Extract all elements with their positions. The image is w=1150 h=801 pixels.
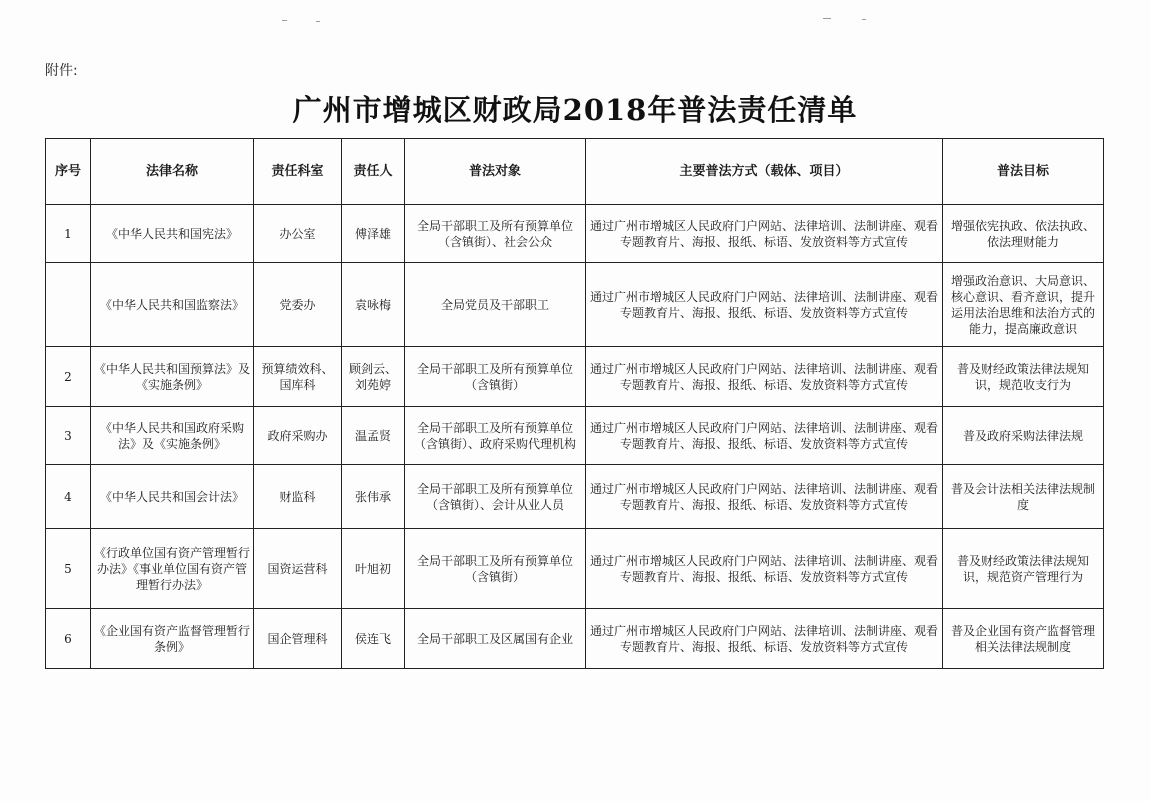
- responsibility-table: [45, 138, 1104, 669]
- cell-person: 温孟贤: [342, 407, 405, 465]
- cell-goal: 普及企业国有资产监督管理相关法律法规制度: [943, 609, 1104, 669]
- cell-method: 通过广州市增城区人民政府门户网站、法律培训、法制讲座、观看专题教育片、海报、报纸、标语、发放资料等方式宣传: [586, 347, 943, 407]
- cell-law: 《行政单位国有资产管理暂行办法》《事业单位国有资产管理暂行办法》: [91, 529, 254, 609]
- cell-method: 通过广州市增城区人民政府门户网站、法律培训、法制讲座、观看专题教育片、海报、报纸、标语、发放资料等方式宣传: [586, 609, 943, 669]
- cell-target: 全局干部职工及所有预算单位（含镇街）、政府采购代理机构: [405, 407, 586, 465]
- attachment-label: 附件:: [45, 63, 78, 79]
- cell-law: 《中华人民共和国宪法》: [91, 205, 254, 263]
- table-row: [46, 407, 1104, 465]
- cell-dept: 国资运营科: [254, 529, 342, 609]
- cell-goal: 普及会计法相关法律法规制度: [943, 465, 1104, 529]
- cell-method: 通过广州市增城区人民政府门户网站、法律培训、法制讲座、观看专题教育片、海报、报纸、标语、发放资料等方式宣传: [586, 205, 943, 263]
- table-header-row: [46, 139, 1104, 205]
- table-row: [46, 465, 1104, 529]
- cell-goal: 普及财经政策法律法规知识，规范资产管理行为: [943, 529, 1104, 609]
- cell-person: 傅泽雄: [342, 205, 405, 263]
- cell-law: 《中华人民共和国监察法》: [91, 263, 254, 347]
- header-cell-person: 责任人: [342, 139, 405, 205]
- header-cell-method: 主要普法方式（载体、项目）: [586, 139, 943, 205]
- cell-no: [46, 263, 91, 347]
- cell-method: 通过广州市增城区人民政府门户网站、法律培训、法制讲座、观看专题教育片、海报、报纸、标语、发放资料等方式宣传: [586, 465, 943, 529]
- page-title: 广州市增城区财政局2018年普法责任清单: [292, 93, 858, 127]
- scan-mark: [316, 21, 320, 22]
- cell-goal: 普及财经政策法律法规知识，规范收支行为: [943, 347, 1104, 407]
- header-cell-law: 法律名称: [91, 139, 254, 205]
- cell-no: 2: [46, 347, 91, 407]
- table-row: [46, 529, 1104, 609]
- cell-method: 通过广州市增城区人民政府门户网站、法律培训、法制讲座、观看专题教育片、海报、报纸、标语、发放资料等方式宣传: [586, 407, 943, 465]
- table-row: [46, 609, 1104, 669]
- header-cell-goal: 普法目标: [943, 139, 1104, 205]
- cell-law: 《企业国有资产监督管理暂行条例》: [91, 609, 254, 669]
- cell-target: 全局干部职工及所有预算单位（含镇街）、会计从业人员: [405, 465, 586, 529]
- cell-goal: 增强依宪执政、依法执政、依法理财能力: [943, 205, 1104, 263]
- cell-target: 全局干部职工及区属国有企业: [405, 609, 586, 669]
- cell-dept: 预算绩效科、国库科: [254, 347, 342, 407]
- cell-person: 叶旭初: [342, 529, 405, 609]
- cell-person: 张伟承: [342, 465, 405, 529]
- cell-no: 6: [46, 609, 91, 669]
- cell-law: 《中华人民共和国政府采购法》及《实施条例》: [91, 407, 254, 465]
- header-cell-target: 普法对象: [405, 139, 586, 205]
- cell-goal: 增强政治意识、大局意识、核心意识、看齐意识，提升运用法治思维和法治方式的能力，提高廉政意识: [943, 263, 1104, 347]
- cell-person: 袁咏梅: [342, 263, 405, 347]
- scan-mark: [862, 19, 866, 20]
- cell-law: 《中华人民共和国预算法》及《实施条例》: [91, 347, 254, 407]
- cell-dept: 国企管理科: [254, 609, 342, 669]
- cell-person: 顾剑云、刘苑婷: [342, 347, 405, 407]
- cell-person: 侯连飞: [342, 609, 405, 669]
- cell-dept: 党委办: [254, 263, 342, 347]
- table-row: [46, 205, 1104, 263]
- cell-target: 全局干部职工及所有预算单位（含镇街）: [405, 347, 586, 407]
- cell-law: 《中华人民共和国会计法》: [91, 465, 254, 529]
- cell-no: 1: [46, 205, 91, 263]
- cell-target: 全局党员及干部职工: [405, 263, 586, 347]
- header-cell-dept: 责任科室: [254, 139, 342, 205]
- cell-target: 全局干部职工及所有预算单位（含镇街）、社会公众: [405, 205, 586, 263]
- table-row: [46, 263, 1104, 347]
- header-cell-no: 序号: [46, 139, 91, 205]
- cell-target: 全局干部职工及所有预算单位（含镇街）: [405, 529, 586, 609]
- cell-no: 5: [46, 529, 91, 609]
- cell-method: 通过广州市增城区人民政府门户网站、法律培训、法制讲座、观看专题教育片、海报、报纸、标语、发放资料等方式宣传: [586, 529, 943, 609]
- cell-no: 3: [46, 407, 91, 465]
- cell-goal: 普及政府采购法律法规: [943, 407, 1104, 465]
- scan-mark: [282, 20, 287, 21]
- cell-dept: 财监科: [254, 465, 342, 529]
- scan-mark: [823, 18, 831, 19]
- cell-dept: 政府采购办: [254, 407, 342, 465]
- cell-no: 4: [46, 465, 91, 529]
- cell-method: 通过广州市增城区人民政府门户网站、法律培训、法制讲座、观看专题教育片、海报、报纸、标语、发放资料等方式宣传: [586, 263, 943, 347]
- cell-dept: 办公室: [254, 205, 342, 263]
- table-row: [46, 347, 1104, 407]
